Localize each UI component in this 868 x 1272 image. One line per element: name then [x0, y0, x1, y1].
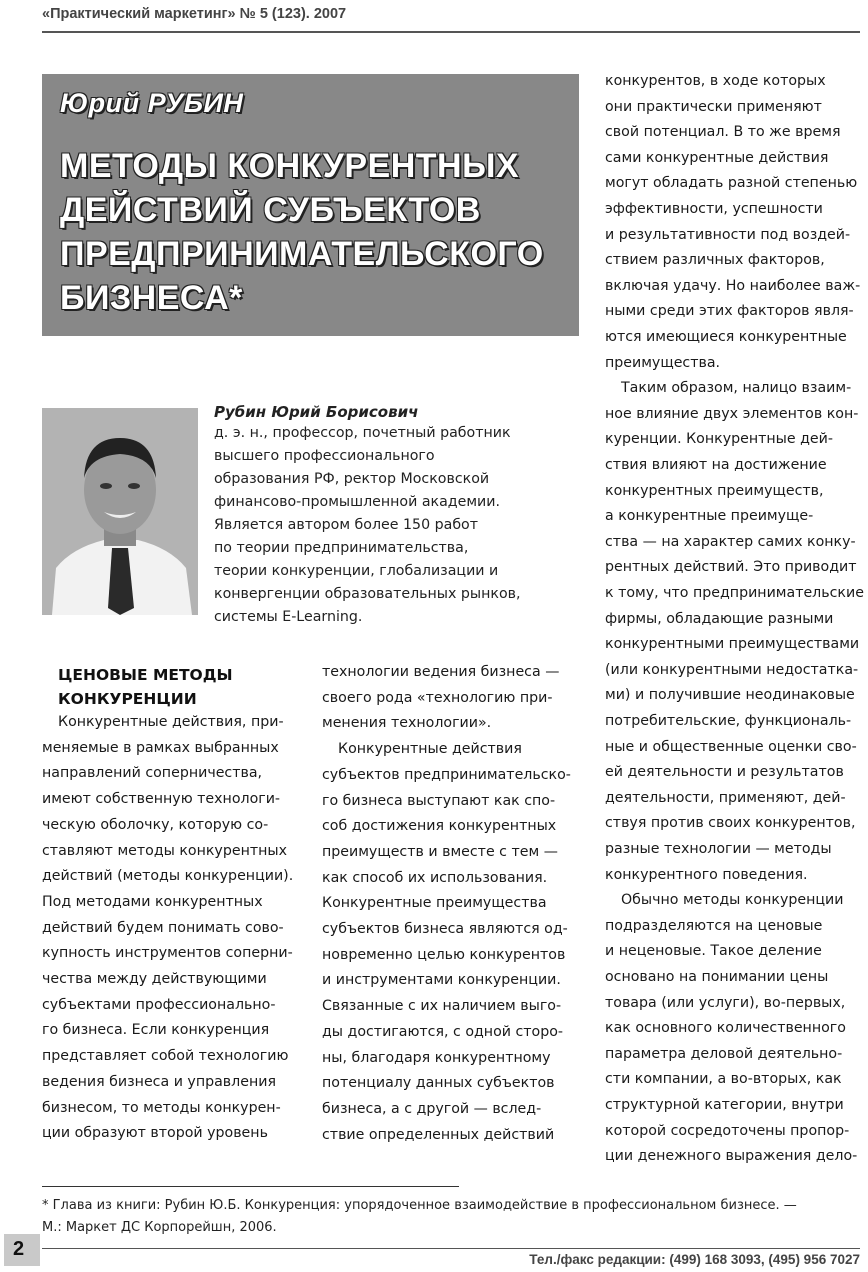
- bio-line: теории конкуренции, глобализации и: [214, 563, 499, 579]
- body-text-line: своего рода «технологию при-: [322, 689, 553, 706]
- body-text-line: конкурентных преимуществ,: [605, 482, 824, 499]
- body-text-line: ей деятельности и результатов: [605, 764, 844, 781]
- bio-line: образования РФ, ректор Московской: [214, 471, 490, 487]
- body-text-line: эффективности, успешности: [605, 201, 823, 217]
- body-text-line: ства — на характер самих конку-: [605, 533, 856, 550]
- bio-name: Рубин Юрий Борисович: [214, 403, 419, 421]
- section-heading: КОНКУРЕНЦИИ: [58, 690, 197, 708]
- body-text-line: Под методами конкурентных: [42, 893, 263, 910]
- body-text-line: к тому, что предпринимательские: [605, 585, 864, 601]
- body-text-line: которой сосредоточены пропор-: [605, 1122, 850, 1139]
- body-text-line: бизнеса, а с другой — вслед-: [322, 1100, 542, 1117]
- body-text-line: конкурентного поведения.: [605, 866, 808, 883]
- body-text-line: фирмы, обладающие разными: [605, 610, 834, 627]
- body-text-line: Таким образом, налицо взаим-: [621, 380, 852, 397]
- body-text-line: Обычно методы конкуренции: [621, 892, 844, 909]
- footnote-divider: [42, 1186, 459, 1187]
- body-text-line: Конкурентные действия: [338, 741, 522, 758]
- article-author: Юрий РУБИН: [60, 88, 244, 118]
- body-text-line: новременно целью конкурентов: [322, 946, 566, 963]
- bio-line: по теории предпринимательства,: [214, 540, 469, 556]
- body-text-line: го бизнеса. Если конкуренция: [42, 1022, 270, 1039]
- bio-line: конвергенции образовательных рынков,: [214, 586, 521, 602]
- body-text-line: и инструментами конкуренции.: [322, 972, 561, 989]
- body-text-line: ствие определенных действий: [322, 1126, 555, 1143]
- body-text-line: потенциалу данных субъектов: [322, 1075, 555, 1092]
- header-divider: [42, 31, 860, 33]
- body-text-line: Связанные с их наличием выго-: [322, 998, 562, 1015]
- body-text-line: деятельности, применяют, дей-: [605, 789, 846, 806]
- body-text-line: а конкурентные преимуще-: [605, 508, 814, 525]
- body-text-line: ствуя против своих конкурентов,: [605, 815, 856, 832]
- body-text-line: сами конкурентные действия: [605, 149, 829, 166]
- body-text-line: преимущества.: [605, 354, 721, 371]
- body-text-line: как основного количественного: [605, 1020, 846, 1037]
- body-text-line: меняемые в рамках выбранных: [42, 739, 279, 756]
- body-text-line: ми) и получившие неодинаковые: [605, 687, 855, 704]
- body-text-line: ставляют методы конкурентных: [42, 842, 287, 859]
- body-text-line: разные технологии — методы: [605, 841, 832, 857]
- body-text-line: ное влияние двух элементов кон-: [605, 405, 859, 422]
- body-text-line: действий будем понимать сово-: [42, 919, 284, 936]
- body-text-line: бизнесом, то методы конкурен-: [42, 1099, 281, 1116]
- author-photo: [42, 408, 198, 615]
- body-text-line: субъектов предпринимательско-: [322, 766, 571, 783]
- body-text-line: технологии ведения бизнеса —: [322, 664, 560, 680]
- body-text-line: ны, благодаря конкурентному: [322, 1049, 551, 1066]
- body-text-line: конкурентов, в ходе которых: [605, 73, 826, 89]
- footnote-line: * Глава из книги: Рубин Ю.Б. Конкуренция: упорядоченное взаимодействие в профессиональном бизнесе. —: [42, 1198, 797, 1213]
- body-text-line: и неценовые. Такое деление: [605, 943, 822, 960]
- body-text-line: ды достигаются, с одной сторо-: [322, 1023, 564, 1040]
- body-text-line: Конкурентные действия, при-: [58, 714, 284, 730]
- body-text-line: ведения бизнеса и управления: [42, 1073, 276, 1090]
- body-text-line: преимуществ и вместе с тем —: [322, 843, 558, 860]
- body-text-line: го бизнеса выступают как спо-: [322, 792, 556, 809]
- body-text-line: менения технологии».: [322, 715, 492, 732]
- body-text-line: купность инструментов соперни-: [42, 945, 293, 962]
- body-text-line: они практически применяют: [605, 98, 822, 115]
- title-banner: [42, 74, 579, 336]
- article-title-line: ДЕЙСТВИЙ СУБЪЕКТОВ: [60, 191, 481, 229]
- body-text-line: ные и общественные оценки сво-: [605, 738, 857, 755]
- body-text-line: свой потенциал. В то же время: [605, 124, 841, 141]
- editorial-contact: Тел./факс редакции: (499) 168 3093, (495) 956 7027: [529, 1252, 860, 1267]
- running-header: «Практический маркетинг» № 5 (123). 2007: [42, 6, 347, 22]
- body-text-line: ными среди этих факторов явля-: [605, 303, 854, 320]
- bio-line: д. э. н., профессор, почетный работник: [214, 425, 511, 441]
- body-text-line: подразделяются на ценовые: [605, 917, 823, 934]
- body-text-line: товара (или услуги), во-первых,: [605, 994, 846, 1011]
- body-text-line: действий (методы конкуренции).: [42, 868, 294, 885]
- body-text-line: ческую оболочку, которую со-: [42, 816, 269, 833]
- bio-line: финансово-промышленной академии.: [214, 494, 500, 510]
- body-text-line: параметра деловой деятельно-: [605, 1045, 843, 1062]
- body-text-line: конкурентными преимуществами: [605, 636, 860, 653]
- bio-line: системы E-Learning.: [214, 609, 363, 625]
- body-text-line: рентных действий. Это приводит: [605, 559, 857, 576]
- body-text-line: могут обладать разной степенью: [605, 175, 858, 192]
- body-text-line: потребительские, функциональ-: [605, 713, 852, 729]
- body-text-line: ции образуют второй уровень: [42, 1125, 268, 1142]
- footnote-line: М.: Маркет ДС Корпорейшн, 2006.: [42, 1220, 277, 1235]
- body-text-line: направлений соперничества,: [42, 765, 263, 782]
- body-text-line: имеют собственную технологи-: [42, 791, 281, 808]
- bio-line: Является автором более 150 работ: [214, 517, 479, 533]
- body-text-line: субъектов бизнеса являются од-: [322, 921, 568, 937]
- article-title-line: ПРЕДПРИНИМАТЕЛЬСКОГО: [60, 235, 544, 273]
- body-text-line: как способ их использования.: [322, 869, 548, 886]
- body-text-line: основано на понимании цены: [605, 969, 829, 985]
- author-portrait-image: [42, 408, 198, 615]
- body-text-line: ствием различных факторов,: [605, 252, 825, 269]
- body-text-line: (или конкурентными недостатка-: [605, 661, 859, 678]
- body-text-line: сти компании, а во-вторых, как: [605, 1071, 842, 1088]
- section-heading: ЦЕНОВЫЕ МЕТОДЫ: [58, 666, 233, 684]
- body-text-line: структурной категории, внутри: [605, 1097, 844, 1113]
- body-text-line: включая удачу. Но наиболее важ-: [605, 277, 861, 294]
- body-text-line: куренции. Конкурентные дей-: [605, 431, 833, 448]
- body-text-line: и результативности под воздей-: [605, 226, 851, 243]
- body-text-line: представляет собой технологию: [42, 1048, 289, 1065]
- body-text-line: ствия влияют на достижение: [605, 457, 827, 473]
- body-text-line: ции денежного выражения дело-: [605, 1148, 858, 1165]
- article-title-line: БИЗНЕСА*: [60, 279, 243, 317]
- article-title-line: МЕТОДЫ КОНКУРЕНТНЫХ: [60, 147, 520, 185]
- page-number: 2: [13, 1238, 25, 1260]
- body-text-line: чества между действующими: [42, 971, 267, 987]
- body-text-line: Конкурентные преимущества: [322, 895, 547, 912]
- body-text-line: соб достижения конкурентных: [322, 818, 557, 835]
- body-text-line: субъектами профессионально-: [42, 996, 276, 1013]
- body-text-line: ются имеющиеся конкурентные: [605, 329, 847, 345]
- bio-line: высшего профессионального: [214, 448, 435, 464]
- footer-divider: [42, 1248, 860, 1249]
